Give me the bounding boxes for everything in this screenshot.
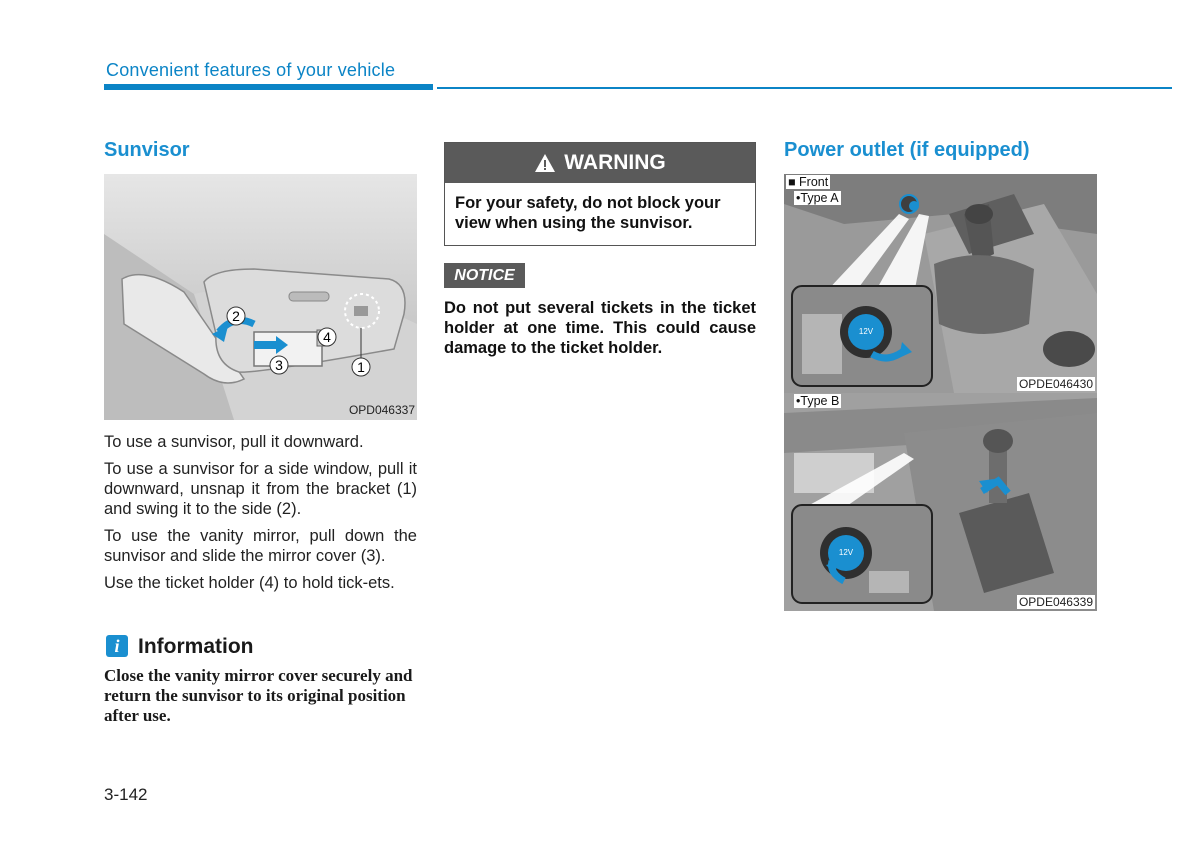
console-illustration-b bbox=[784, 393, 1097, 611]
figure-code: OPDE046430 bbox=[1018, 377, 1093, 391]
information-text: Close the vanity mirror cover securely and return the sunvisor to its original position after use. bbox=[104, 666, 413, 725]
power-outlet-figure-a bbox=[784, 174, 1097, 393]
power-outlet-heading: Power outlet (if equipped) bbox=[784, 139, 1030, 161]
warning-title: WARNING bbox=[564, 151, 666, 174]
information-heading: Information bbox=[138, 635, 254, 658]
legend-front: ■ Front bbox=[788, 175, 829, 189]
callout-2: 2 bbox=[232, 308, 240, 324]
paragraph: To use a sunvisor for a side window, pull it downward, unsnap it from the bracket (1) and swing it to the side (2). bbox=[104, 460, 417, 518]
paragraph: To use the vanity mirror, pull down the sunvisor and slide the mirror cover (3). bbox=[104, 527, 417, 565]
sunvisor-body bbox=[104, 432, 417, 600]
warning-text: For your safety, do not block your view when using the sunvisor. bbox=[455, 194, 721, 232]
sunvisor-heading: Sunvisor bbox=[104, 139, 190, 161]
warning-header bbox=[445, 143, 755, 183]
callout-4: 4 bbox=[323, 329, 331, 345]
header-rule-thick bbox=[104, 84, 433, 90]
running-header: Convenient features of your vehicle bbox=[106, 60, 396, 80]
console-illustration-a bbox=[784, 174, 1097, 393]
type-a-label: •Type A bbox=[796, 191, 839, 205]
power-outlet-figure-b bbox=[784, 393, 1097, 611]
callout-3: 3 bbox=[275, 357, 283, 373]
info-icon: i bbox=[106, 635, 128, 657]
header-rule-thin bbox=[437, 87, 1172, 89]
sunvisor-illustration bbox=[104, 174, 417, 420]
figure-code: OPDE046339 bbox=[1018, 595, 1093, 609]
socket-label: 12V bbox=[838, 548, 854, 557]
warning-triangle-icon bbox=[534, 153, 556, 173]
type-b-label: •Type B bbox=[796, 394, 840, 408]
notice-text: Do not put several tickets in the ticket holder at one time. This could cause damage to the ticket holder. bbox=[444, 299, 756, 357]
warning-box bbox=[444, 142, 756, 246]
socket-label: 12V bbox=[858, 327, 874, 336]
figure-code: OPD046337 bbox=[348, 403, 415, 417]
sunvisor-figure bbox=[104, 174, 417, 420]
paragraph: To use a sunvisor, pull it downward. bbox=[104, 433, 364, 451]
notice-badge: NOTICE bbox=[444, 263, 525, 288]
paragraph: Use the ticket holder (4) to hold tick-ets. bbox=[104, 574, 395, 592]
callout-1: 1 bbox=[357, 359, 365, 375]
page-number: 3-142 bbox=[104, 785, 148, 804]
